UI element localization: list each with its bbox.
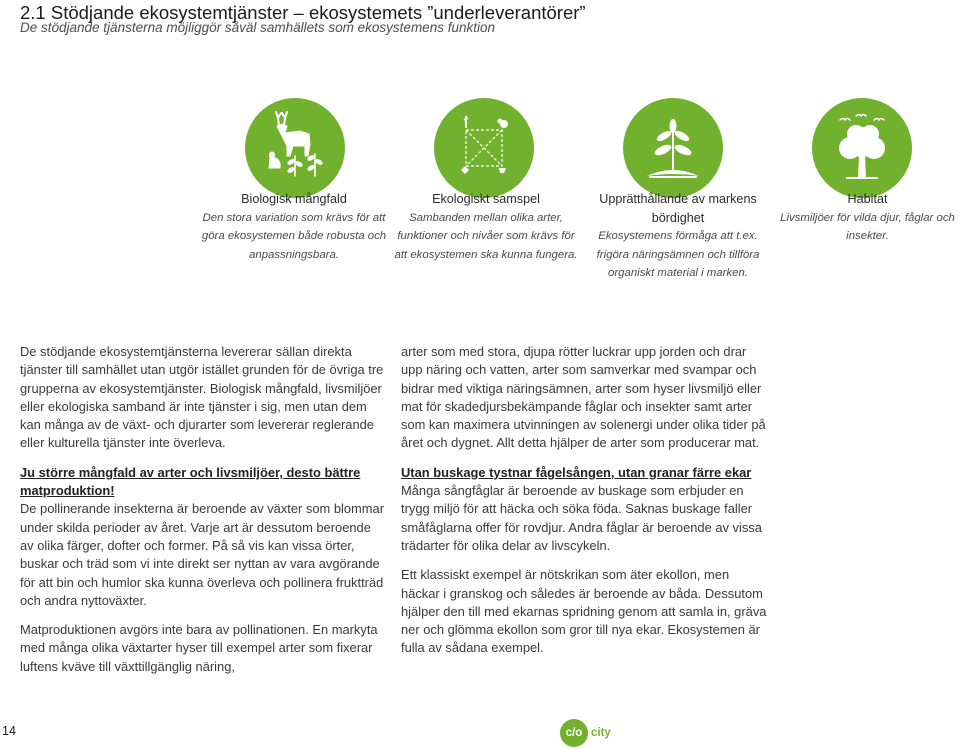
service-title: Ekologiskt samspel — [432, 192, 540, 206]
logo-mark: c/o — [560, 719, 588, 747]
logo-text: city — [591, 727, 611, 739]
body-paragraph: Många sångfåglar är beroende av buskage som erbjuder en trygg miljö för att häcka och söka föda. Saknas buskage faller småfåglarna offer för rovdjur. Andra fåglar är beroende av vissa trädarter för olika delar av livscykeln. — [401, 483, 762, 553]
body-paragraph: Ett klassiskt exempel är nötskrikan som äter ekollon, men häckar i granskog och således är beroende av båda. Dessutom hjälper den till med ekarnas spridning genom att samla in, gräva ner och glömma ekollon som gror till nya ekar. Ekosystemen är fulla av sådana exempel. — [401, 567, 767, 656]
deer-squirrel-plants-icon — [245, 98, 345, 198]
co-city-logo — [560, 719, 611, 747]
ecological-network-icon — [434, 98, 534, 198]
section-heading: Ju större mångfald av arter och livsmiljöer, desto bättre matproduktion! — [20, 464, 361, 499]
service-caption-ecological-interplay — [391, 190, 581, 264]
section-heading: Utan buskage tystnar fågelsången, utan granar färre ekar — [401, 464, 752, 480]
service-description: Sambanden mellan olika arter, funktioner och nivåer som krävs för att ekosystemen ska kunna fungera. — [394, 211, 578, 261]
page-title: 2.1 Stödjande ekosystemtjänster – ekosystemets ”underleverantörer” — [20, 2, 586, 23]
intro-paragraph: De stödjande ekosystemtjänsterna levererar sällan direkta tjänster till samhället utan utgör istället grunden för de övriga tre grupperna av ekosystemtjänster. Biologisk mångfald, livsmiljöer eller ekologiska samband är inte tjänster i sig, men utan dem kan många av de växt- och djurarter som levererar reglerande eller kulturella tjänster inte överleva. — [20, 344, 384, 451]
right-column — [401, 343, 769, 658]
body-paragraph: arter som med stora, djupa rötter luckrar upp jorden och drar upp näring och vatten, arter som samverkar med svampar och bidrar med viktiga näringsämnen, arter som hyser livsmiljö eller mat för skadedjursbekämpande fåglar och insekter samt arter som kan maximera utvinningen av solenergi under olika tider på året och dygnet. Allt detta hjälper de arter som producerar mat. — [401, 344, 766, 451]
service-caption-biodiversity — [199, 190, 389, 264]
body-paragraph: Matproduktionen avgörs inte bara av pollinationen. En markyta med många olika växtarter hyser till exempel arter som fixerar luftens kväve till växttillgänglig näring, — [20, 622, 378, 674]
service-title: Biologisk mångfald — [241, 192, 347, 206]
service-title: Habitat — [847, 192, 888, 206]
service-caption-soil-fertility — [583, 190, 773, 283]
left-column — [20, 343, 388, 676]
page-subtitle: De stödjande tjänsterna möjliggör såväl samhällets som ekosystemens funktion — [20, 20, 495, 35]
service-description: Livsmiljöer för vilda djur, fåglar och insekter. — [780, 211, 955, 242]
service-title: Upprätthållande av markens bördighet — [599, 192, 757, 225]
service-caption-habitat — [775, 190, 960, 246]
seedling-soil-icon — [623, 98, 723, 198]
service-description: Den stora variation som krävs för att göra ekosystemen både robusta och anpassningsbara. — [201, 211, 387, 261]
page-number: 14 — [2, 724, 16, 738]
service-description: Ekosystemens förmåga att t.ex. frigöra näringsämnen och tillföra organiskt material i marken. — [596, 230, 760, 279]
body-paragraph: De pollinerande insekterna är beroende av växter som blommar under skilda perioder av året. Varje art är dessutom beroende av olika färger, dofter och former. På så vis kan vissa örter, buskar och träd som vi inte direkt ser nyttan av vara avgörande för att bin och humlor ska kunna överleva och pollinera fruktträd och andra nyttoväxter. — [20, 501, 384, 608]
tree-birds-icon — [812, 98, 912, 198]
